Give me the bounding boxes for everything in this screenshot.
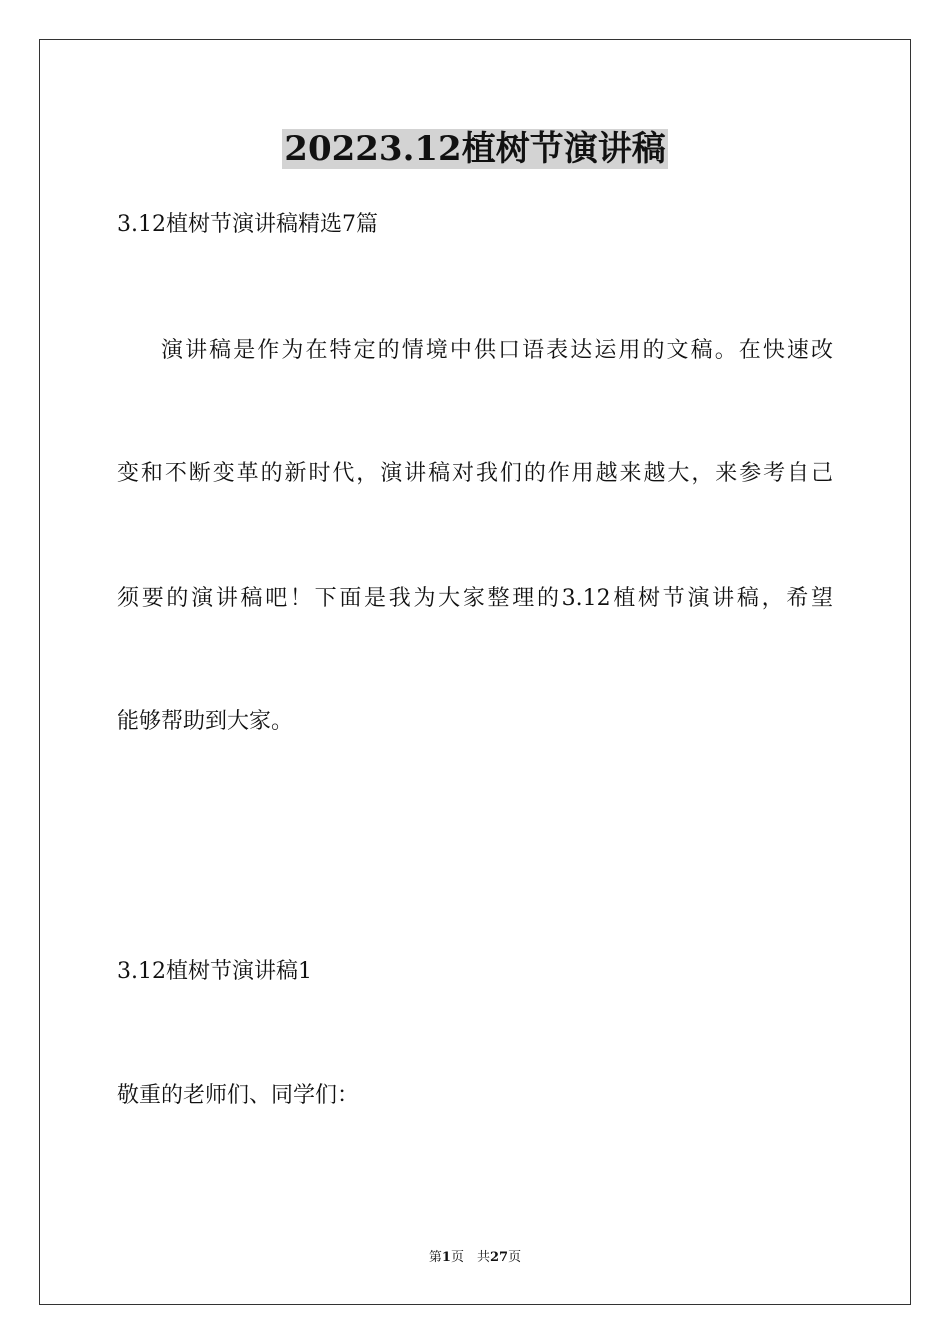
salutation: 敬重的老师们、同学们： — [117, 1083, 360, 1108]
intro-line-1: 演讲稿是作为在特定的情境中供口语表达运用的文稿。在快速改 — [161, 338, 833, 363]
footer-page-mid: 页 共 — [450, 1250, 490, 1265]
footer-page-suffix: 页 — [508, 1250, 522, 1265]
footer-page-prefix: 第 — [428, 1250, 442, 1265]
section-heading: 3.12植树节演讲稿1 — [117, 959, 312, 984]
document-title-text: 20223.12植树节演讲稿 — [284, 129, 666, 169]
footer-page-current: 1 — [441, 1250, 451, 1265]
document-title — [0, 126, 950, 172]
intro-line-3: 须要的演讲稿吧！下面是我为大家整理的3.12植树节演讲稿，希望 — [117, 586, 833, 611]
intro-line-2: 变和不断变革的新时代，演讲稿对我们的作用越来越大，来参考自己 — [117, 461, 833, 486]
footer-page-total: 27 — [489, 1250, 509, 1265]
intro-line-4: 能够帮助到大家。 — [117, 709, 294, 734]
page-footer — [0, 1249, 950, 1267]
document-subtitle: 3.12植树节演讲稿精选7篇 — [117, 212, 378, 237]
